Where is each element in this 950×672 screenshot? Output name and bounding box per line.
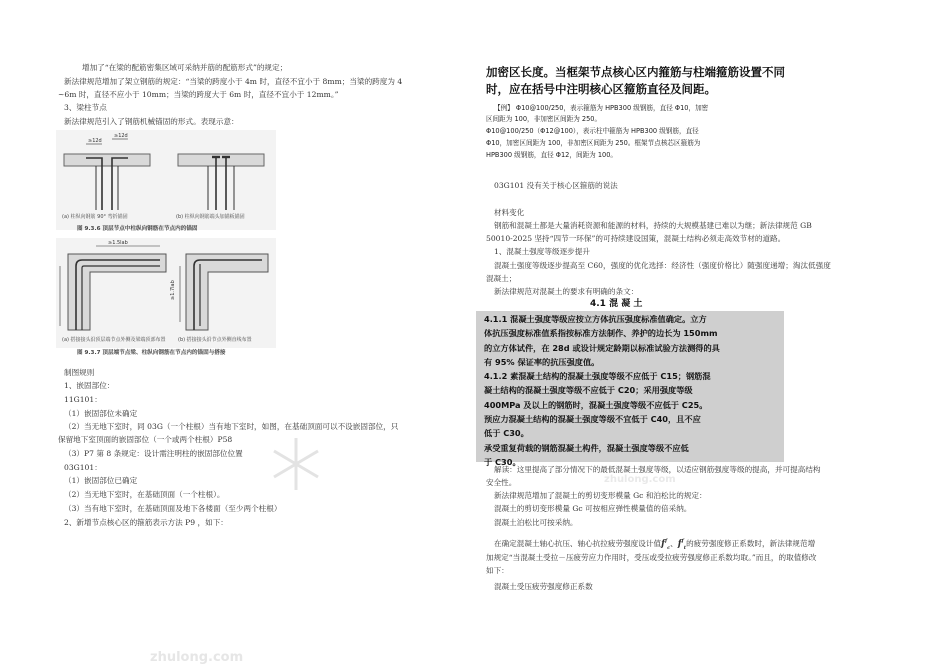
right-r3: 混凝土的剪切变形模量 Gc 可按相应弹性模量值的倍采纳。: [494, 504, 692, 513]
fig-9-3-6-title: 图 9.3.6 顶层节点中柱纵向钢筋在节点内的锚固: [77, 226, 198, 232]
left-p7: 11G101：: [64, 395, 102, 404]
right-r7: 混凝土受压疲劳强度修正系数: [494, 582, 593, 591]
right-q1: 03G101 没有关于核心区箍筋的说法: [494, 181, 618, 190]
left-p2b: ~6m 时，直径不应小于 10mm；当梁的跨度大于 6m 时，直径不宜小于 12mm。”: [58, 90, 339, 99]
right-scan-title-2: 时，应在括号中注明核心区箍筋直径及间距。: [486, 82, 716, 96]
code-excerpt-box: [476, 311, 784, 467]
figure-9-3-7: [56, 238, 276, 348]
right-q2: 材料变化: [494, 208, 525, 217]
fig-9-3-6-caption-a: (a) 柱纵向钢筋 90° 弯折锚固: [62, 214, 128, 220]
fig-9-3-6-caption-b: (b) 柱纵向钢筋端头加锚板锚固: [176, 214, 245, 220]
left-p14: （3）当有地下室时，在基础顶面及地下各楼面（至少两个柱根）: [64, 504, 282, 513]
right-r1b: 安全性。: [486, 478, 517, 487]
right-example-3: Φ10@100/250（Φ12@100），表示柱中箍筋为 HPB300 级钢筋，直径: [486, 127, 699, 135]
right-r2: 新法律规范增加了混凝土的剪切变形模量 Gc 和泊松比的规定：: [494, 491, 707, 500]
left-p5: 制图规则: [64, 368, 95, 377]
box-line: 400MPa 及以上的钢筋时，混凝土强度等级不应低于 C25。: [484, 399, 708, 410]
box-line: 4.1.2 素混凝土结构的混凝土强度等级不应低于 C15；钢筋混: [484, 371, 711, 382]
right-q4: 1、混凝土强度等级逐步提升: [494, 247, 590, 256]
fig-9-3-7-caption-b: (b) 搭接接头沿节点外侧直线布置: [178, 337, 252, 343]
watermark-logo: [266, 434, 326, 494]
box-line: 于 C30。: [484, 456, 521, 467]
right-q6: 新法律规范对混凝土的要求有明确的条文：: [494, 287, 639, 296]
left-p10: （3）P7 第 8 条规定：设计需注明柱的嵌固部位位置: [64, 449, 243, 458]
box-line: 凝土结构的混凝土强度等级不应低于 C20；采用强度等级: [484, 385, 693, 396]
box-line: 有 95% 保证率的抗压强度值。: [484, 356, 600, 367]
right-example-2: 区间距为 100，非加密区间距为 250。: [486, 115, 602, 123]
left-p9a: （2）当无地下室时，同 03G（一个柱根）当有地下室时，如图，在基础顶面可以不设嵌固部位，只: [64, 422, 399, 431]
right-r5b: 的疲劳强度修正系数时，新法律规范增: [686, 539, 816, 548]
fig-9-3-7-dim2: ≥1.7lab: [170, 280, 176, 300]
right-r4: 混凝土泊松比可按采纳。: [494, 518, 578, 527]
watermark-text-bottom: zhulong.com: [150, 650, 244, 665]
left-p9b: 保留地下室顶面的嵌固部位（一个或两个柱根）P58: [58, 435, 233, 444]
fig-9-3-6-dim2: ≥12d: [114, 133, 128, 139]
right-q3b: 50010-2025 坚持“四节一环保”的可持续建设国策，混凝土结构必须走高效节材的道路。: [486, 234, 786, 243]
right-q5a: 混凝土强度等级逐步提高至 C60，强度的优化选择：经济性（强度价格比）随强度递增；淘汰低强度: [494, 261, 831, 270]
left-p13: （2）当无地下室时，在基础顶面（一个柱根）。: [64, 490, 225, 499]
left-p2a: 新法律规范增加了架立钢筋的规定：“当梁的跨度小于 4m 时，直径不宜小于 8mm；当梁的跨度为 4: [64, 77, 403, 86]
right-r5: 在确定混凝土轴心抗压、轴心抗拉疲劳强度设计值$f^f_c$、$f^f_t$的疲劳强度修正系数时，新法律规范增: [494, 538, 816, 551]
left-p4: 新法律规范引入了钢筋机械锚固的形式。表现示意：: [64, 117, 239, 126]
fatigue-symbol-fc: $f^f_c$: [661, 538, 671, 551]
left-p1: 增加了“在梁的配筋密集区域可采纳并筋的配筋形式”的规定；: [82, 63, 288, 72]
right-r6b: 如下：: [486, 566, 509, 575]
right-r5a: 在确定混凝土轴心抗压、轴心抗拉疲劳强度设计值: [494, 539, 662, 548]
box-line: 的立方体试件，在 28d 或设计规定龄期以标准试验方法测得的具: [484, 342, 720, 353]
box-line: 体抗压强度标准值系指按标准方法制作、养护的边长为 150mm: [484, 328, 718, 339]
fig-9-3-7-title: 图 9.3.7 顶层端节点梁、柱纵向钢筋在节点内的锚固与搭接: [77, 350, 226, 356]
left-p12: （1）嵌固部位已确定: [64, 476, 138, 485]
left-p6: 1、嵌固部位：: [64, 381, 115, 390]
box-section-title: 4.1 混 凝 土: [590, 299, 643, 309]
right-q3a: 钢筋和混凝土都是大量消耗资源和能源的材料，持续的大规模基建已难以为继；新法律规范 GB: [494, 221, 812, 230]
fatigue-symbol-ft: $f^f_t$: [677, 538, 687, 551]
left-p3: 3、梁柱节点: [64, 103, 107, 112]
left-p15: 2、新增节点核心区的箍筋表示方法 P9 ，如下：: [64, 518, 228, 527]
right-example-4: Φ10，加密区间距为 100，非加密区间距为 250。框架节点核芯区箍筋为: [486, 139, 701, 147]
box-line: 低于 C30。: [484, 428, 529, 439]
fig-9-3-7-dim1: ≥1.5lab: [108, 240, 128, 246]
box-line: 预应力混凝土结构的混凝土强度等级不宜低于 C40，且不应: [484, 414, 701, 425]
right-scan-title-1: 加密区长度。当框架节点核心区内箍筋与柱端箍筋设置不同: [486, 65, 785, 79]
left-p8: （1）嵌固部位未确定: [64, 409, 138, 418]
right-r6a: 加规定“当混凝土受拉－压疲劳应力作用时，受压或受拉疲劳强度修正系数均取。”而且，的取值修改: [486, 553, 817, 562]
watermark-text-mid: zhulong.com: [604, 474, 676, 485]
right-example-1: 【例】 Φ10@100/250，表示箍筋为 HPB300 级钢筋，直径 Φ10，加密: [494, 104, 709, 112]
right-r1a: 解读：这里提高了部分情况下的最低混凝土强度等级，以适应钢筋强度等级的提高，并可提高结构: [494, 465, 821, 474]
right-example-5: HPB300 级钢筋，直径 Φ12，间距为 100。: [486, 151, 618, 159]
left-p11: 03G101：: [64, 463, 102, 472]
right-q5b: 混凝土；: [486, 274, 517, 283]
fig-9-3-6-dim1: ≥12d: [88, 138, 102, 144]
box-line: 承受重复荷载的钢筋混凝土构件，混凝土强度等级不应低: [484, 442, 689, 453]
fig-9-3-7-caption-a: (a) 搭接接头沿顶层端节点外侧及梁端顶部布置: [62, 337, 166, 343]
box-line: 4.1.1 混凝土强度等级应按立方体抗压强度标准值确定。立方: [484, 314, 707, 324]
